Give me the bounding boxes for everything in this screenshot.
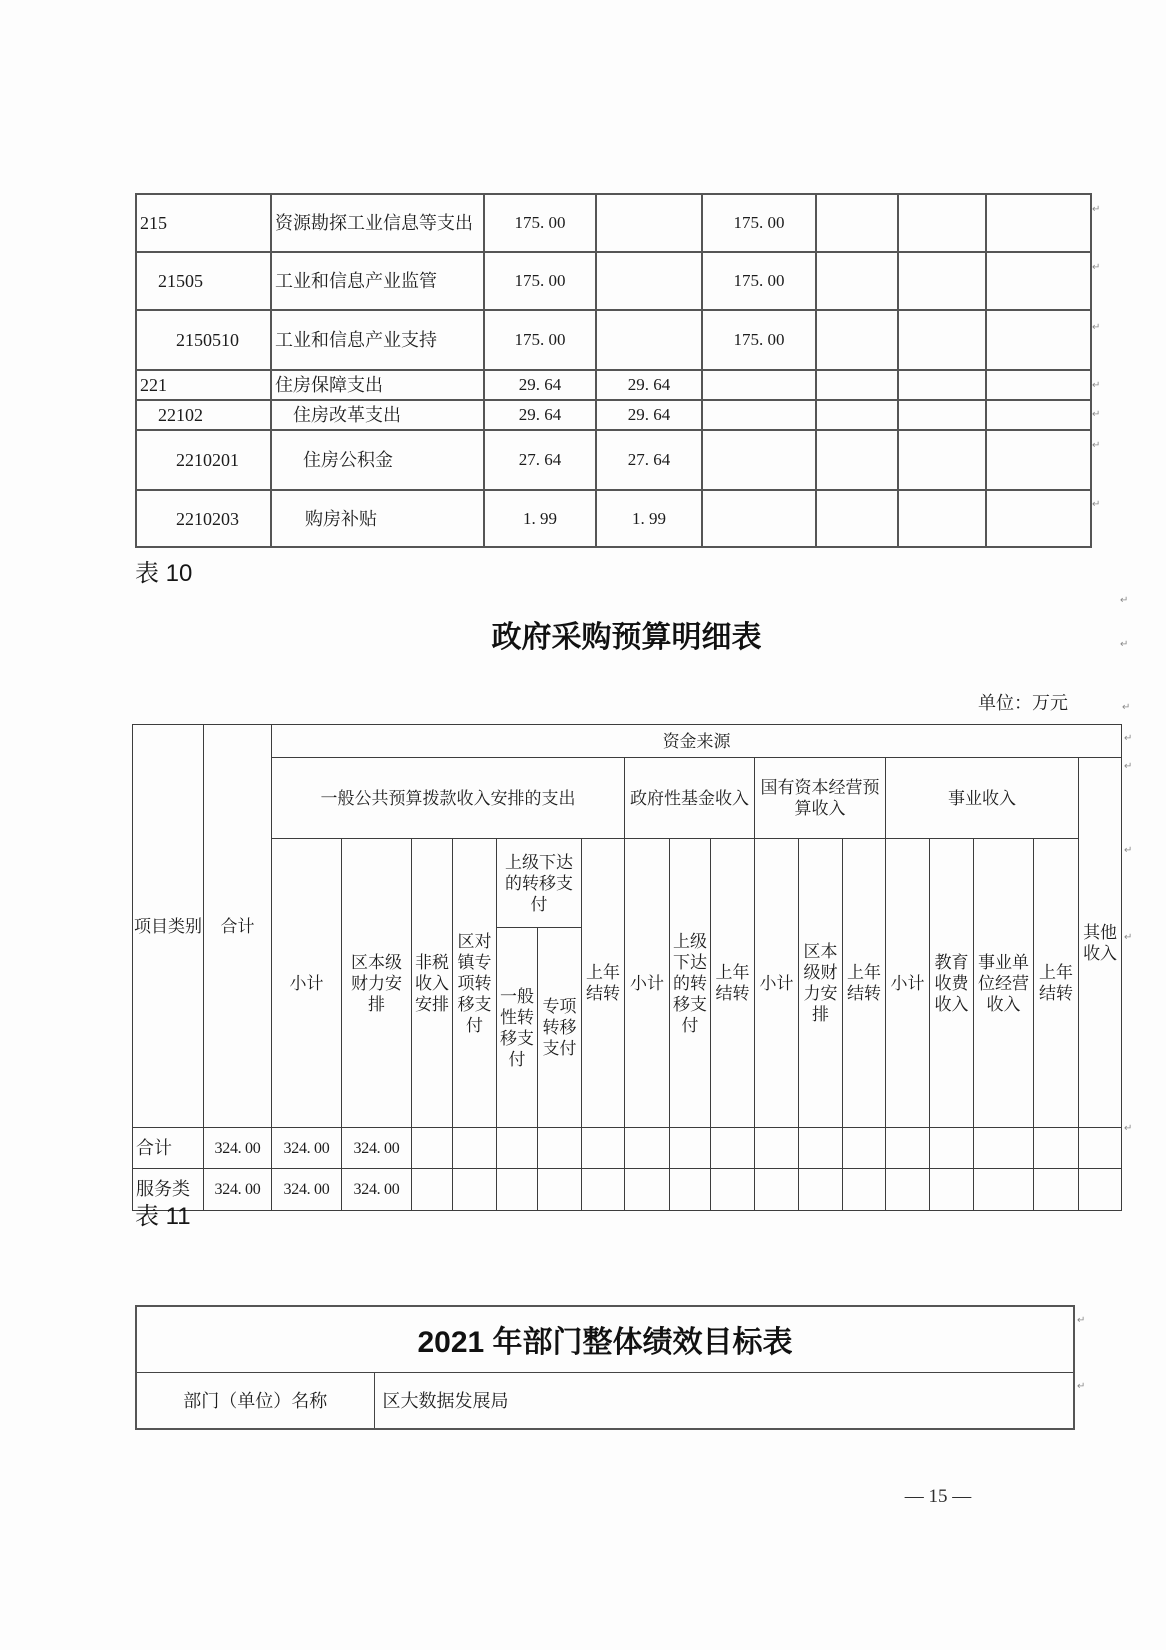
- budget-item-name: 住房保障支出: [271, 370, 484, 400]
- table10-label: 表 10: [135, 560, 193, 587]
- col-header-non-tax: 非税收入安排: [412, 839, 453, 1128]
- page-number: — 15 —: [904, 1486, 972, 1507]
- col-header-town-special-transfer: 区对镇专项转移支付: [453, 839, 497, 1128]
- budget-value: 29. 64: [596, 400, 702, 430]
- performance-target-table: [135, 1305, 1075, 1430]
- col-header-total: 合计: [204, 725, 272, 1128]
- budget-code: 215: [136, 194, 271, 252]
- budget-value: 29. 64: [484, 370, 596, 400]
- table-row: [136, 430, 1091, 490]
- value-subtotal: 324. 00: [272, 1169, 342, 1211]
- budget-value: 175. 00: [484, 252, 596, 310]
- budget-value: 175. 00: [702, 310, 816, 370]
- table-title-row: [136, 1306, 1074, 1372]
- col-header-business-operating: 事业单位经营收入: [974, 839, 1034, 1128]
- col-header-general-transfer: 一般性转移支付: [497, 928, 538, 1128]
- budget-code: 221: [136, 370, 271, 400]
- budget-value: 175. 00: [484, 310, 596, 370]
- value-total: 324. 00: [204, 1128, 272, 1169]
- col-header-subtotal: 小计: [755, 839, 799, 1128]
- budget-value: [702, 490, 816, 547]
- table10-unit-label: 单位：万元: [978, 693, 1068, 713]
- col-header-business-income: 事业收入: [886, 758, 1079, 839]
- paragraph-mark-icon: ↵: [1124, 733, 1133, 744]
- table-row: [136, 400, 1091, 430]
- table10-title: 政府采购预算明细表: [491, 621, 762, 654]
- col-header-district-finance: 区本级财力安排: [342, 839, 412, 1128]
- budget-item-name: 工业和信息产业监管: [271, 252, 484, 310]
- col-header-general-public-budget: 一般公共预算拨款收入安排的支出: [272, 758, 625, 839]
- budget-code: 22102: [136, 400, 271, 430]
- budget-code: 2210201: [136, 430, 271, 490]
- paragraph-mark-icon: ↵: [1124, 932, 1133, 943]
- paragraph-mark-icon: ↵: [1092, 409, 1101, 420]
- header-row: [133, 758, 1122, 839]
- budget-value: [596, 252, 702, 310]
- header-row: [133, 839, 1122, 928]
- value-district-finance: 324. 00: [342, 1128, 412, 1169]
- table-row: [136, 1372, 1074, 1429]
- paragraph-mark-icon: ↵: [1092, 204, 1101, 215]
- paragraph-mark-icon: ↵: [1120, 639, 1129, 650]
- paragraph-mark-icon: ↵: [1124, 845, 1133, 856]
- value-total: 324. 00: [204, 1169, 272, 1211]
- table-row: [136, 252, 1091, 310]
- row-category: 合计: [133, 1128, 204, 1169]
- budget-value: 1. 99: [596, 490, 702, 547]
- paragraph-mark-icon: ↵: [1077, 1315, 1086, 1326]
- paragraph-mark-icon: ↵: [1124, 761, 1133, 772]
- budget-value: [702, 430, 816, 490]
- budget-value: 1. 99: [484, 490, 596, 547]
- budget-code: 2150510: [136, 310, 271, 370]
- paragraph-mark-icon: ↵: [1092, 440, 1101, 451]
- table11-title: 2021 年部门整体绩效目标表: [136, 1306, 1074, 1372]
- col-header-subtotal: 小计: [886, 839, 930, 1128]
- col-header-district-finance: 区本级财力安排: [799, 839, 843, 1128]
- paragraph-mark-icon: ↵: [1077, 1381, 1086, 1392]
- budget-value: [596, 194, 702, 252]
- paragraph-mark-icon: ↵: [1092, 262, 1101, 273]
- paragraph-mark-icon: ↵: [1120, 595, 1129, 606]
- paragraph-mark-icon: ↵: [1092, 499, 1101, 510]
- col-header-subtotal: 小计: [272, 839, 342, 1128]
- procurement-budget-table: [132, 724, 1122, 1211]
- budget-value: 29. 64: [484, 400, 596, 430]
- paragraph-mark-icon: ↵: [1122, 702, 1131, 713]
- header-row: [133, 725, 1122, 758]
- budget-value: 175. 00: [702, 194, 816, 252]
- budget-value: [702, 400, 816, 430]
- table-row: [133, 1128, 1122, 1169]
- row-category: 服务类: [133, 1169, 204, 1211]
- col-header-category: 项目类别: [133, 725, 204, 1128]
- budget-value: [702, 370, 816, 400]
- paragraph-mark-icon: ↵: [1092, 380, 1101, 391]
- budget-item-name: 购房补贴: [271, 490, 484, 547]
- value-subtotal: 324. 00: [272, 1128, 342, 1169]
- budget-value: 27. 64: [596, 430, 702, 490]
- col-header-funding-source: 资金来源: [272, 725, 1122, 758]
- paragraph-mark-icon: ↵: [1124, 1123, 1133, 1134]
- table-row: [136, 490, 1091, 547]
- budget-item-name: 住房公积金: [271, 430, 484, 490]
- col-header-carryover: 上年结转: [582, 839, 625, 1128]
- value-district-finance: 324. 00: [342, 1169, 412, 1211]
- table-row: [136, 370, 1091, 400]
- paragraph-mark-icon: ↵: [1092, 322, 1101, 333]
- table-row: [136, 194, 1091, 252]
- col-header-state-capital-income: 国有资本经营预算收入: [755, 758, 886, 839]
- dept-name-label: 部门（单位）名称: [136, 1372, 374, 1429]
- budget-value: 175. 00: [484, 194, 596, 252]
- table-row: [136, 310, 1091, 370]
- col-header-carryover: 上年结转: [843, 839, 886, 1128]
- table-row: [133, 1169, 1122, 1211]
- budget-continuation-table: [135, 193, 1092, 548]
- col-header-other-income: 其他收入: [1079, 758, 1122, 1128]
- col-header-subtotal: 小计: [625, 839, 670, 1128]
- table11-label: 表 11: [135, 1203, 191, 1230]
- budget-code: 2210203: [136, 490, 271, 547]
- col-header-upper-transfer: 上级下达的转移支付: [670, 839, 711, 1128]
- col-header-upper-transfer-group: 上级下达的转移支付: [497, 839, 582, 928]
- col-header-special-transfer: 专项转移支付: [538, 928, 582, 1128]
- budget-value: 175. 00: [702, 252, 816, 310]
- col-header-gov-fund-income: 政府性基金收入: [625, 758, 755, 839]
- col-header-carryover: 上年结转: [711, 839, 755, 1128]
- budget-item-name: 资源勘探工业信息等支出: [271, 194, 484, 252]
- budget-value: 29. 64: [596, 370, 702, 400]
- budget-value: [596, 310, 702, 370]
- budget-item-name: 工业和信息产业支持: [271, 310, 484, 370]
- dept-name-value: 区大数据发展局: [374, 1372, 1074, 1429]
- budget-item-name: 住房改革支出: [271, 400, 484, 430]
- budget-value: 27. 64: [484, 430, 596, 490]
- col-header-education-fee: 教育收费收入: [930, 839, 974, 1128]
- col-header-carryover: 上年结转: [1034, 839, 1079, 1128]
- budget-code: 21505: [136, 252, 271, 310]
